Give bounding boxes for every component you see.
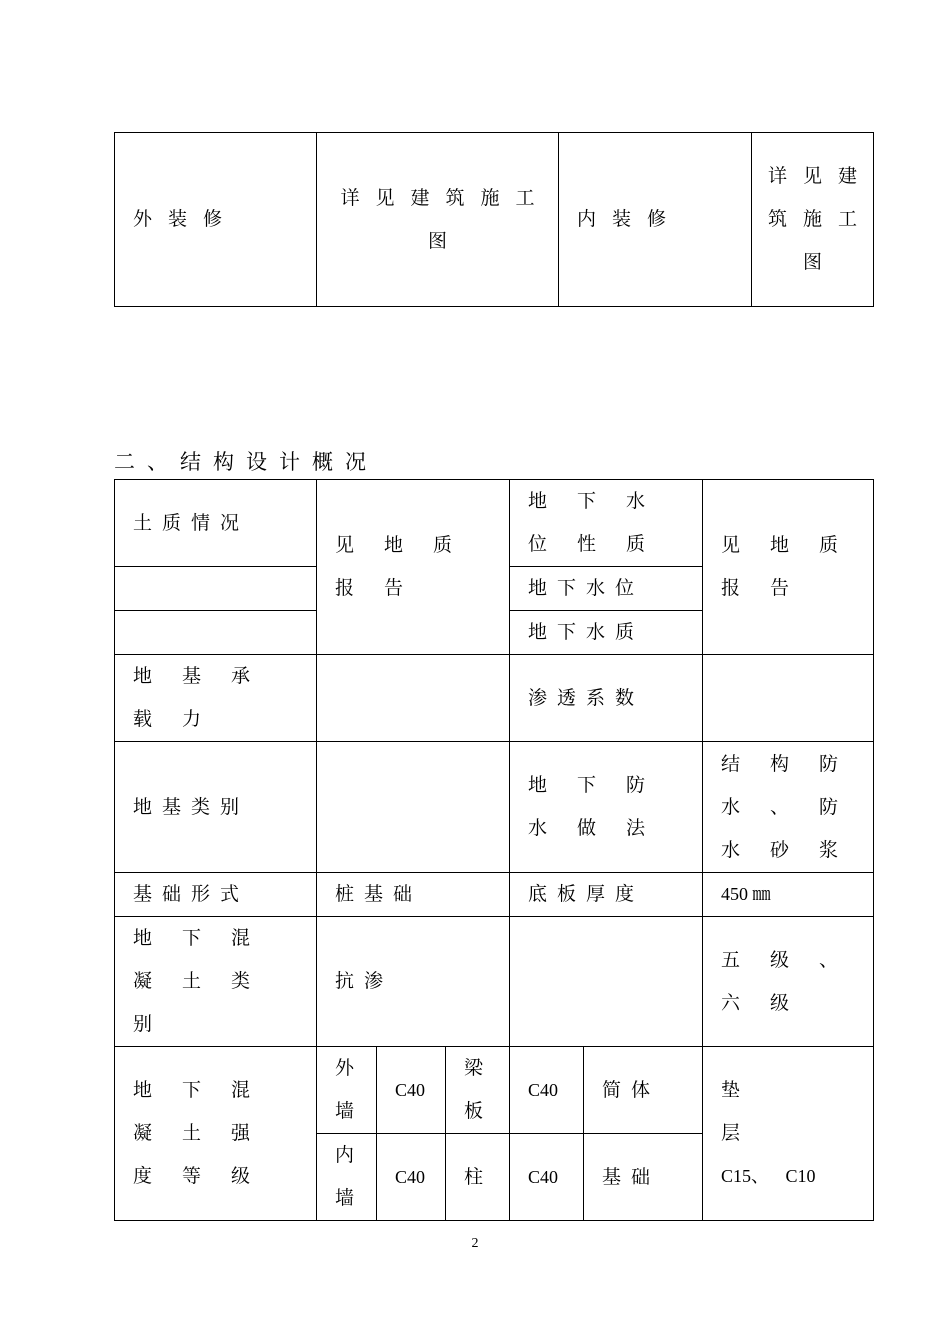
interior-finish-value: 详见建筑施工图 xyxy=(752,133,874,307)
cushion-value: C15、 C10 xyxy=(721,1166,816,1186)
concrete-type-label: 地下混凝土类别 xyxy=(115,917,317,1047)
foundation-form-label: 基础形式 xyxy=(115,873,317,917)
slab-thickness-value: 450 ㎜ xyxy=(703,873,874,917)
gw-quality-label: 地下水质 xyxy=(510,611,703,655)
empty-cell xyxy=(703,655,874,742)
gw-level-label: 地下水位 xyxy=(510,567,703,611)
gw-value: 见地质报告 xyxy=(703,480,874,655)
beam-slab-value: C40 xyxy=(510,1047,584,1134)
page-number: 2 xyxy=(471,1236,479,1251)
permeability-label: 渗透系数 xyxy=(510,655,703,742)
finish-table xyxy=(114,132,874,307)
cushion-label: 垫层 xyxy=(721,1080,817,1144)
slab-thickness-label: 底板厚度 xyxy=(510,873,703,917)
empty-cell xyxy=(115,611,317,655)
outer-wall-value: C40 xyxy=(377,1047,446,1134)
column-value: C40 xyxy=(510,1134,584,1221)
empty-cell xyxy=(115,567,317,611)
inner-wall-label: 内墙 xyxy=(317,1134,377,1221)
empty-cell xyxy=(510,917,703,1047)
foundation-class-label: 地基类别 xyxy=(115,742,317,873)
exterior-finish-value: 详见建筑施工图 xyxy=(317,133,559,307)
waterproof-method-value: 结构防水、防水砂浆 xyxy=(703,742,874,873)
strength-label: 地下混凝土强度等级 xyxy=(115,1047,317,1221)
soil-value: 见地质报告 xyxy=(317,480,510,655)
waterproof-method-label: 地下防水做法 xyxy=(510,742,703,873)
outer-wall-label: 外墙 xyxy=(317,1047,377,1134)
tube-label: 简体 xyxy=(584,1047,703,1134)
column-label: 柱 xyxy=(446,1134,510,1221)
concrete-grade-extra: 五级、六级 xyxy=(703,917,874,1047)
inner-wall-value: C40 xyxy=(377,1134,446,1221)
base-label: 基础 xyxy=(584,1134,703,1221)
empty-cell xyxy=(317,655,510,742)
soil-label: 土质情况 xyxy=(115,480,317,567)
beam-slab-label: 梁板 xyxy=(446,1047,510,1134)
foundation-form-value: 桩基础 xyxy=(317,873,510,917)
gw-nature-label: 地下水位性质 xyxy=(510,480,703,567)
concrete-type-value: 抗渗 xyxy=(317,917,510,1047)
structure-table xyxy=(114,479,874,1221)
bearing-label: 地基承载力 xyxy=(115,655,317,742)
cushion-cell xyxy=(703,1047,874,1221)
section-heading: 二、结构设计概况 xyxy=(114,450,378,474)
empty-cell xyxy=(317,742,510,873)
interior-finish-label: 内装修 xyxy=(559,133,752,307)
exterior-finish-label: 外装修 xyxy=(115,133,317,307)
